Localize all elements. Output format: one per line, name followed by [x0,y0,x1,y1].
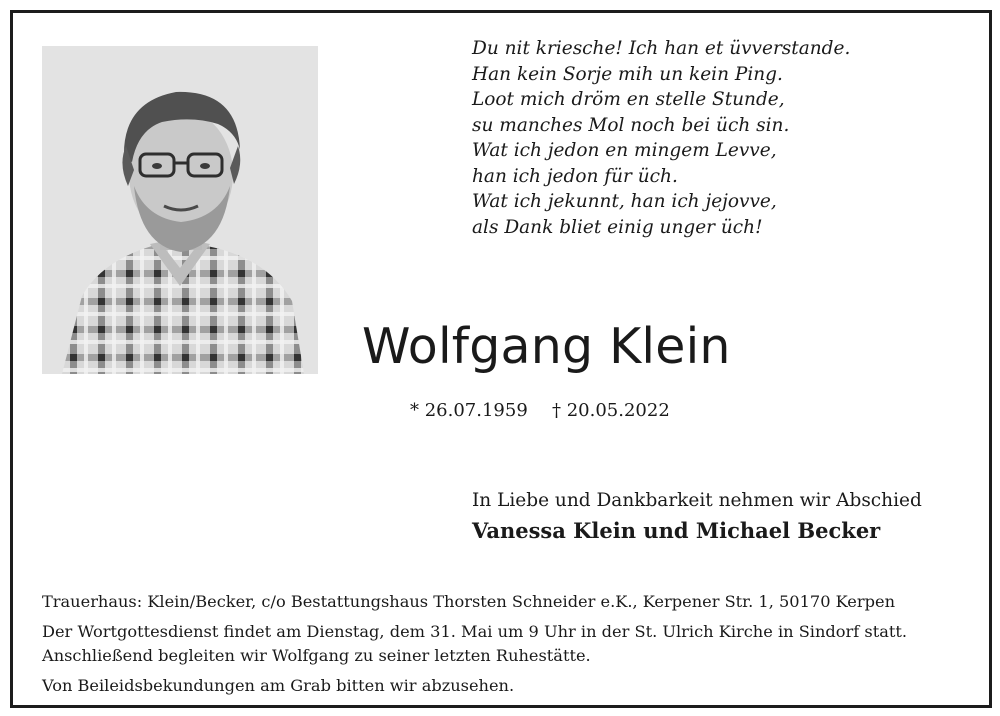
trauerhaus-info: Trauerhaus: Klein/Becker, c/o Bestattungshaus Thorsten Schneider e.K., Kerpener Str. 1, 50170 Kerpen [42,592,895,611]
poem-line: han ich jedon für üch. [472,165,678,187]
poem-line: Du nit kriesche! Ich han et üvverstande. [472,38,851,59]
portrait-photo [42,46,318,374]
farewell-text: In Liebe und Dankbarkeit nehmen wir Abschied [472,490,922,511]
poem-line: Wat ich jedon en mingem Levve, [472,140,777,161]
poem-line: su manches Mol noch bei üch sin. [472,114,790,136]
portrait-illustration [42,46,318,374]
deceased-name: Wolfgang Klein [362,318,731,375]
condolence-note: Von Beileidsbekundungen am Grab bitten wir abzusehen. [42,676,515,695]
service-info-line2: Anschließend begleiten wir Wolfgang zu seiner letzten Ruhestätte. [42,646,591,665]
poem-line: Wat ich jekunnt, han ich jejovve, [472,191,777,212]
birth-date: * 26.07.1959 [410,400,528,421]
poem-line: als Dank bliet einig unger üch! [472,216,763,238]
death-date: † 20.05.2022 [552,400,670,421]
service-info-line1: Der Wortgottesdienst findet am Dienstag, dem 31. Mai um 9 Uhr in der St. Ulrich Kirche in Sindorf statt. [42,622,908,641]
poem-line: Loot mich dröm en stelle Stunde, [472,89,785,110]
poem [472,36,850,240]
poem-line: Han kein Sorje mih un kein Ping. [472,63,783,85]
mourners-names: Vanessa Klein und Michael Becker [472,518,881,543]
